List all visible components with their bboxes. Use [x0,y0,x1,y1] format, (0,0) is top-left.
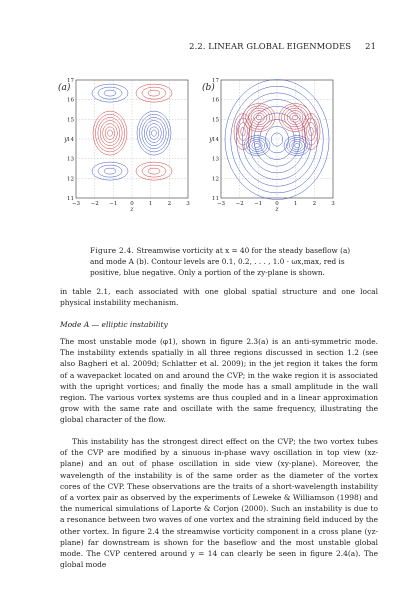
paragraph-3: This instability has the strongest direct effect on the CVP; the two vortex tubes of the CVP are modified by a sinuous in-phase wavy oscillation in top view (xz-plane) and an out of phase oscillation in side view (xy-plane). Moreover, the wavelength of the instability is of the same order as the diameter of the vortex cores of the CVP. These observations are the traits of a short-wavelength instability of a vortex pair as observed by the experiments of Leweke & Williamson (1998) and the numerical simulations of Laporte & Corjon (2000). Such an instability is due to a resonance between two waves of one vortex and the straining field induced by the other vortex. In figure 2.4 the streamwise vorticity component in a cross plane (yz-plane) far downstream is shown for the baseflow and the most unstable global mode. The CVP centered around y = 14 can clearly be seen in figure 2.4(a). The global mode [60,437,379,570]
contour-negative [254,144,259,148]
y-tick-label: 11 [67,196,74,202]
contour-positive [142,87,166,99]
x-tick-label: 2 [167,201,172,207]
panel-a-label: (a) [58,83,71,93]
paragraph-1: in table 2.1, each associated with one global spatial structure and one local physical instability mechanism. [60,287,378,308]
x-tick-label: −1 [254,201,263,207]
contour-positive [246,106,273,129]
contour-negative [92,162,128,180]
panel-a-contours [63,78,190,213]
y-axis-label: y [209,136,213,143]
y-tick-label: 17 [67,78,74,84]
y-tick-label: 13 [212,156,219,163]
section-title: Mode A — elliptic instability [60,320,168,329]
y-tick-label: 17 [212,78,219,84]
contour-positive [248,108,269,127]
x-tick-label: 1 [293,201,298,207]
x-tick-label: −2 [235,201,244,207]
paragraph-3-block [60,436,378,570]
contour-negative [287,138,308,154]
contour-positive [148,168,160,174]
y-tick-label: 16 [212,97,219,104]
y-tick-label: 12 [67,176,74,183]
x-axis-label: z [130,206,134,213]
x-tick-label: −3 [71,201,81,207]
contour-positive [95,114,124,152]
x-tick-label: 0 [275,201,279,207]
contour-positive [108,130,113,136]
section-header: 2.2. LINEAR GLOBAL EIGENMODES [189,41,352,51]
contour-positive [100,121,119,146]
contour-negative [152,130,157,136]
x-tick-label: 3 [331,201,335,207]
contour-positive [282,106,309,129]
contour-positive [284,108,305,127]
contour-negative [92,84,128,102]
contour-positive [136,162,172,180]
paragraph-continuation [60,286,378,308]
contour-positive [142,165,166,177]
contour-negative [294,144,299,148]
x-tick-label: 3 [186,201,190,207]
paragraph-2-block [60,336,378,426]
x-axis-label: z [275,206,279,213]
contour-positive [105,127,115,140]
x-tick-label: −3 [216,201,226,207]
panel-b-plot [205,75,345,215]
panel-b-contours [208,78,335,213]
contour-negative [104,90,116,96]
y-tick-label: 14 [212,137,219,143]
caption-lead: Figure 2.4. [90,246,135,255]
contour-positive [98,117,122,148]
running-header [60,41,376,53]
x-tick-label: 0 [130,201,134,207]
contour-negative [139,114,168,152]
x-tick-label: 1 [148,201,153,207]
contour-negative [247,138,268,154]
panel-a-plot [62,75,192,215]
x-tick-label: 2 [312,201,317,207]
contour-positive [148,90,160,96]
x-tick-label: −1 [109,201,118,207]
y-tick-label: 13 [67,156,74,163]
y-tick-label: 14 [67,137,74,143]
y-tick-label: 15 [212,117,219,124]
paragraph-2: The most unstable mode (φ1), shown in figure 2.3(a) is an anti-symmetric mode. The instability extends spatially in all three regions discussed in section 1.2 (see also Bagheri et al. 2009d; Schlatter et al. 2009); in the jet region it takes the form of a wavepacket located on and around the CVP; in the wake region it is associated with the upright vortices; and finally the mode has a small amplitude in the wall region. The various vortex systems are thus coupled and in a linear approximation grow with the same rate and oscillate with the same frequency, illustrating the global character of the flow. [60,337,378,425]
contour-negative [265,126,288,153]
contour-negative [104,168,116,174]
contour-negative [142,117,166,148]
y-axis-label: y [64,136,68,143]
contour-positive [292,115,297,120]
x-tick-label: −2 [90,201,99,207]
y-tick-label: 15 [67,117,74,124]
contour-negative [144,121,163,146]
contour-negative [98,87,122,99]
y-tick-label: 16 [67,97,74,104]
contour-negative [149,127,159,140]
panel-b-label: (b) [202,83,215,93]
figure-caption [90,245,360,278]
contour-negative [98,165,122,177]
contour-positive [136,84,172,102]
page-number: 21 [365,41,376,51]
y-tick-label: 12 [212,176,219,183]
caption-body: Streamwise vorticity at x = 40 for the steady baseflow (a) and mode A (b). Contour levels are 0.1, 0.2, . . . , 1.0 · ωx,max, red is positive, blue negative. Only a portion of the zy-plane is shown. [90,246,351,277]
contour-positive [256,115,261,120]
y-tick-label: 11 [212,196,219,202]
